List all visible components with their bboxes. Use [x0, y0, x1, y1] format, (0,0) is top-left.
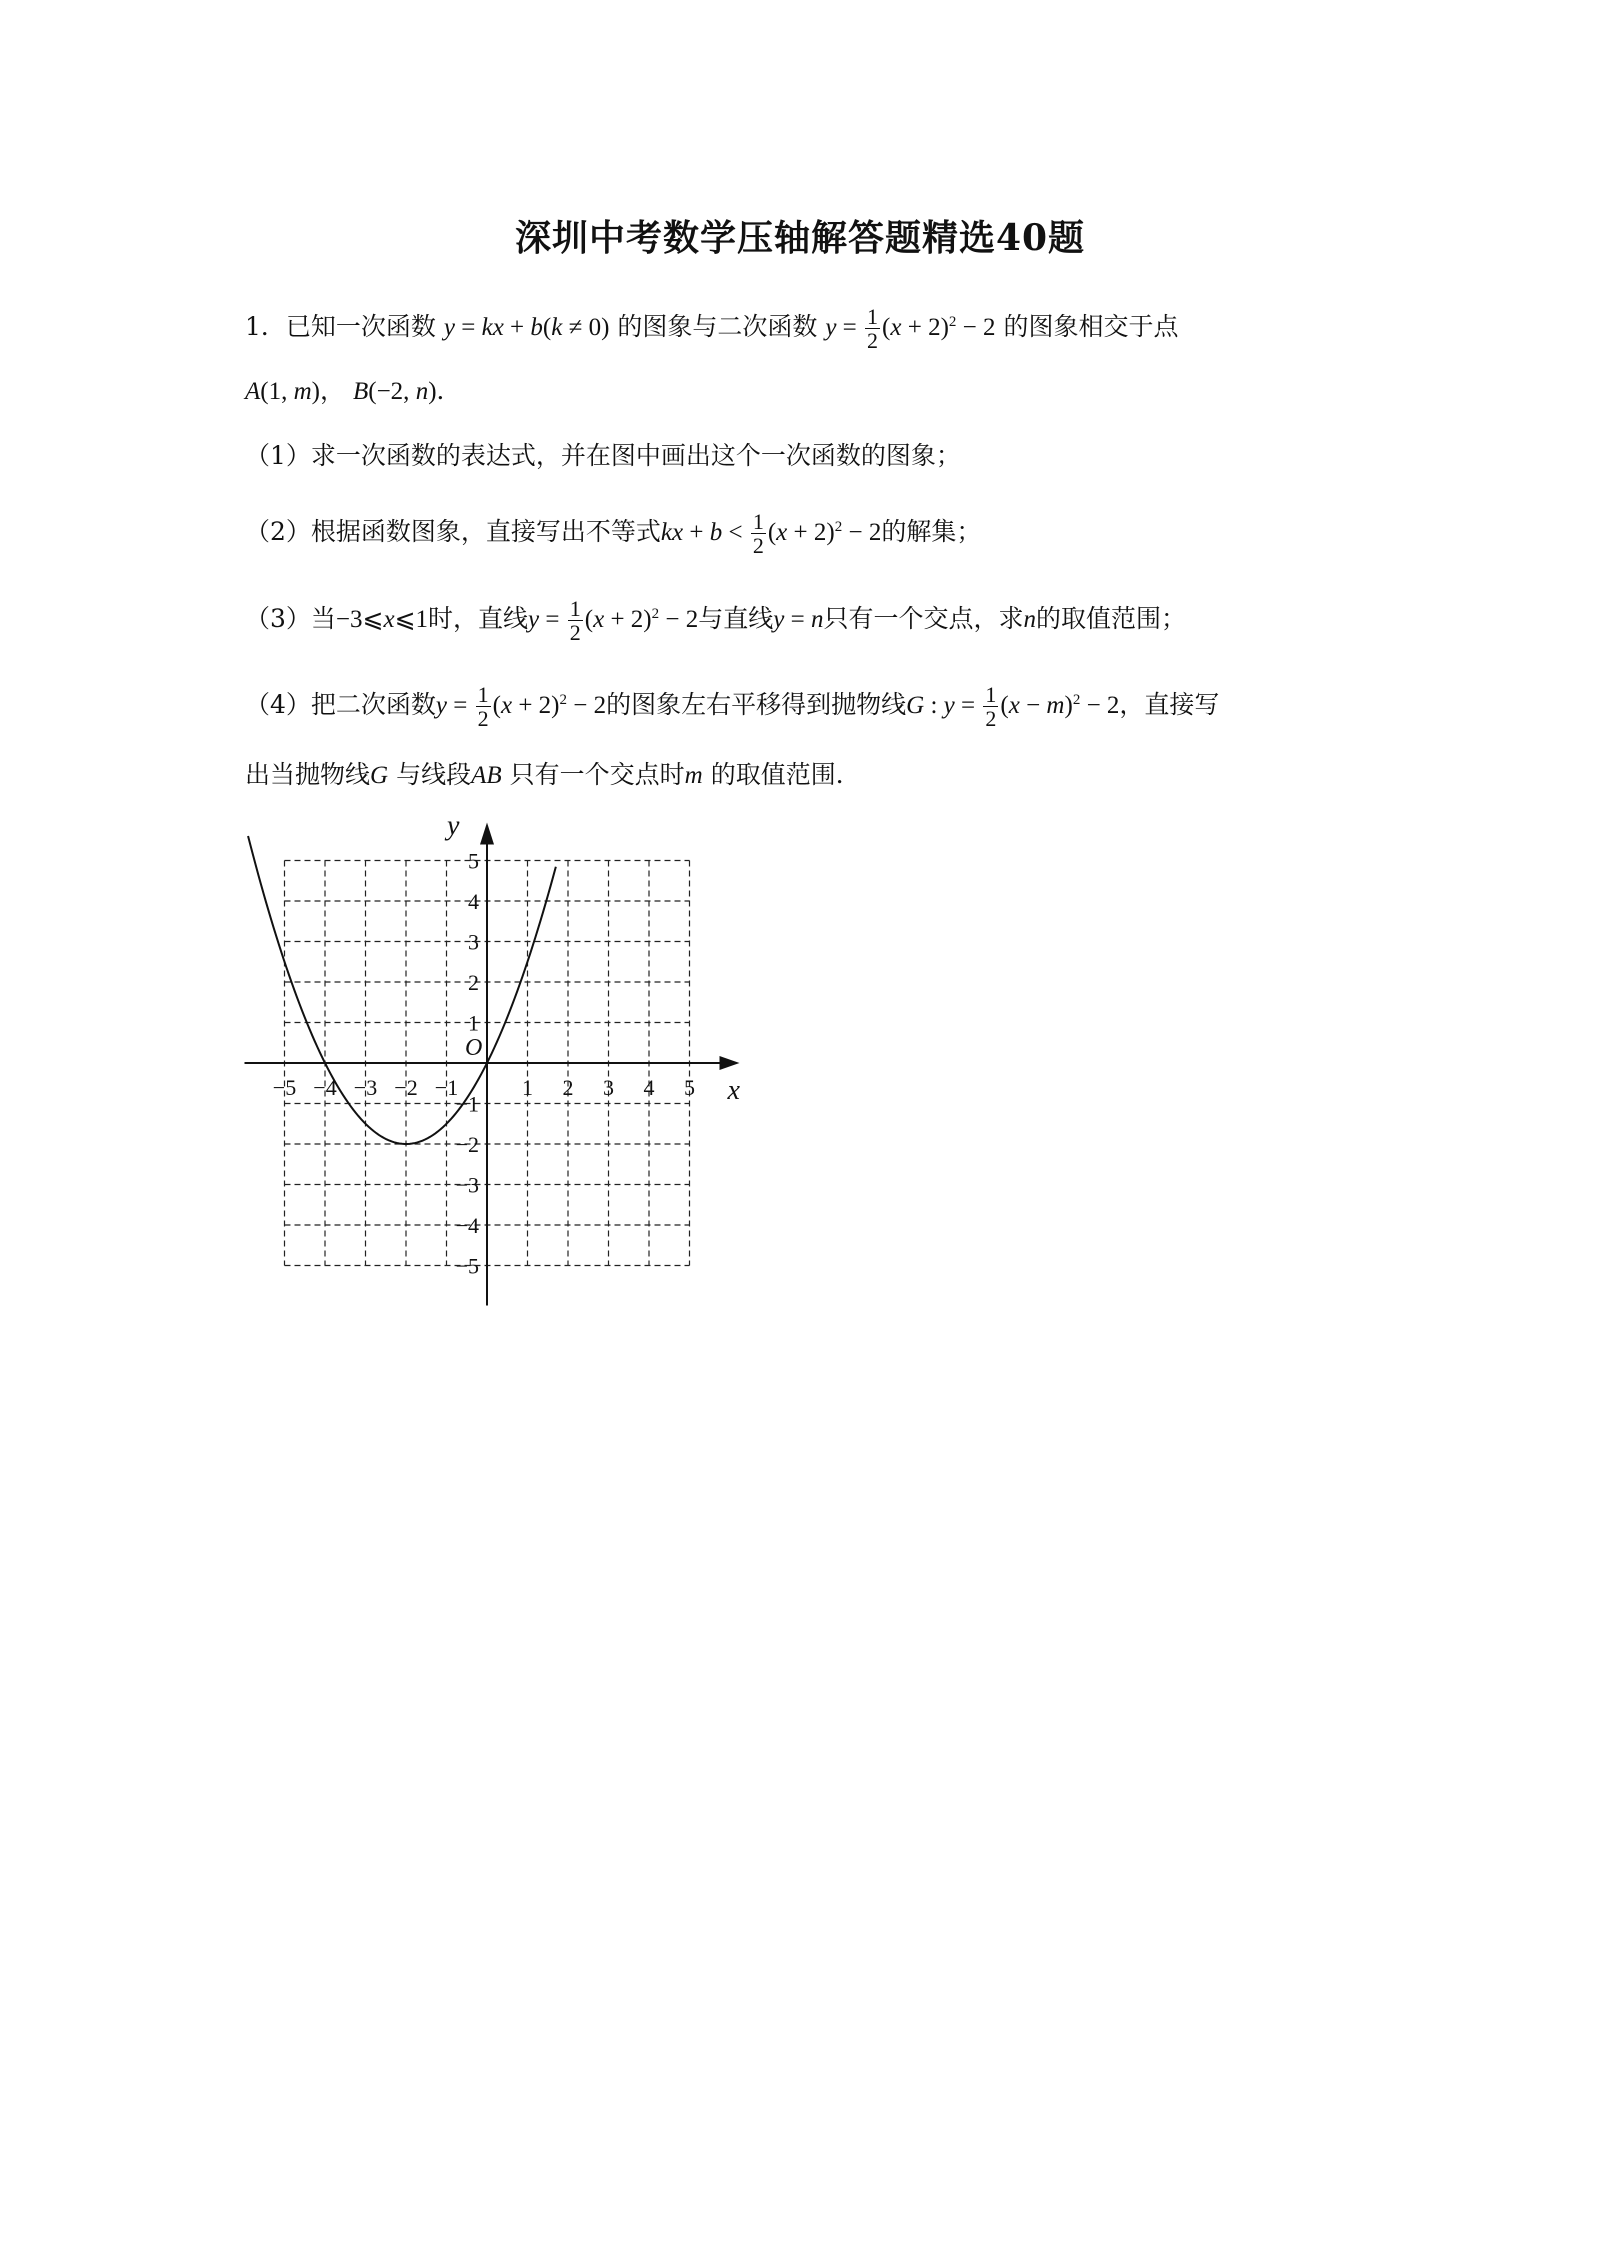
question-2: （2）根据函数图象，直接写出不等式kx + b < $\frac{1}{2}$ $(x + 2)^2 - 2$的解集；	[245, 509, 982, 559]
question-4: （4）把二次函数y = $\frac{1}{2}$ $(x + 2)^2 - 2$的图象左右平移得到抛物线G : y = $\frac{1}{2}$ $(x - m)^2 - 2$，直接写	[245, 682, 1220, 732]
question-3: （3）当−3⩽x⩽1时，直线y = $\frac{1}{2}$ $(x + 2)^2 - 2$与直线y = n只有一个交点，求n的取值范围；	[245, 596, 1186, 646]
y-tick-label: 1	[468, 1010, 479, 1036]
coordinate-graph	[230, 800, 750, 1320]
axes	[245, 823, 740, 1306]
y-tick-label: 5	[468, 848, 479, 874]
y-axis-label: y	[447, 810, 460, 842]
y-tick-label: −2	[455, 1132, 479, 1157]
y-tick-label: 4	[468, 889, 479, 914]
points-line: A(1, m)， B(−2, n)．	[245, 376, 462, 405]
y-tick-label: 3	[468, 929, 479, 955]
x-tick-label: 1	[522, 1075, 533, 1100]
intro-text-b: 的图象与二次函数	[617, 312, 818, 342]
fraction-half: $\frac{1}{2}$	[867, 304, 879, 354]
x-tick-label: −4	[313, 1075, 337, 1100]
x-tick-label: −5	[272, 1075, 297, 1100]
x-tick-label: −3	[353, 1075, 378, 1100]
x-tick-label: −2	[394, 1075, 418, 1100]
x-tick-label: 4	[643, 1075, 655, 1100]
y-tick-label: −4	[455, 1213, 479, 1238]
x-axis-label: x	[727, 1075, 740, 1106]
question-4-cont: 出当抛物线G 与线段AB 只有一个交点时m 的取值范围．	[245, 760, 861, 789]
y-tick-label: 2	[468, 970, 479, 995]
y-axis-arrow	[480, 823, 494, 845]
problem-1-intro: 1．已知一次函数 y = kx + b(k ≠ 0) 的图象与二次函数 y = $\frac{1}{2}$ $(x + 2)^2 - 2$ 的图象相交于点	[245, 304, 1179, 354]
x-tick-label: 5	[684, 1075, 695, 1100]
intro-text-c: 的图象相交于点	[1003, 312, 1179, 342]
problem-number: 1．	[245, 312, 286, 342]
y-tick-label: −1	[455, 1091, 479, 1117]
origin-label: O	[465, 1035, 483, 1061]
x-tick-label: 3	[603, 1075, 614, 1100]
x-tick-label: −1	[434, 1075, 459, 1100]
x-tick-label: 2	[562, 1075, 574, 1100]
y-tick-label: −5	[455, 1253, 479, 1279]
x-axis-arrow	[720, 1056, 740, 1070]
page-title: 深圳中考数学压轴解答题精选40题	[514, 217, 1086, 259]
intro-text-a: 已知一次函数	[285, 312, 436, 342]
y-tick-label: −3	[455, 1172, 479, 1198]
question-1: （1）求一次函数的表达式，并在图中画出这个一次函数的图象；	[245, 441, 961, 470]
